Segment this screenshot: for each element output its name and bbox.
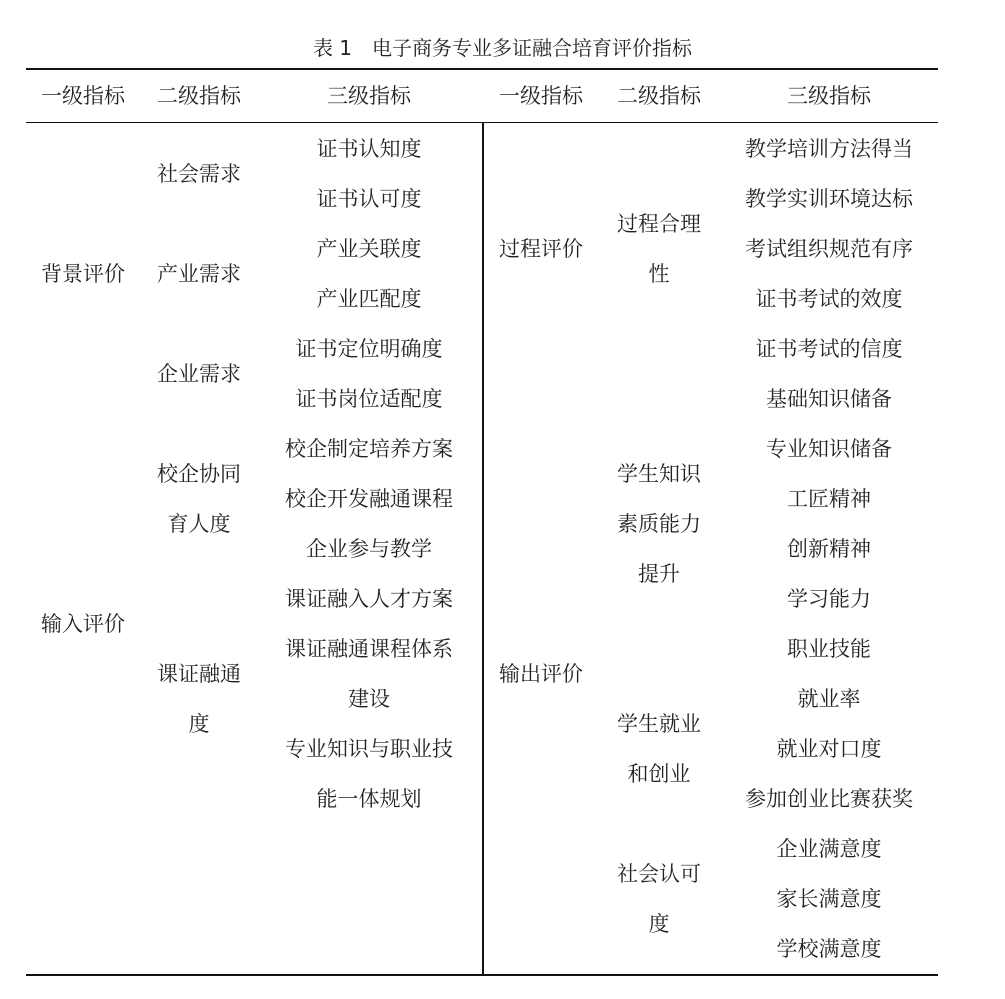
left-level3-line: 证书岗位适配度 xyxy=(295,387,443,411)
left-level3-line: 证书定位明确度 xyxy=(295,337,443,361)
right-level3-line: 职业技能 xyxy=(787,637,871,661)
right-level3-line: 学校满意度 xyxy=(776,937,882,961)
left-level2-line: 社会需求 xyxy=(157,162,241,186)
header-level3-right: 三级指标 xyxy=(787,84,871,108)
right-level3-line: 企业满意度 xyxy=(776,837,882,861)
left-level3-line: 校企开发融通课程 xyxy=(285,487,453,511)
right-level2-line: 社会认可 xyxy=(617,862,701,886)
right-level2-line: 度 xyxy=(648,912,670,936)
right-level2-line: 和创业 xyxy=(627,762,691,786)
right-level3-line: 就业率 xyxy=(797,687,861,711)
right-level2-line: 过程合理 xyxy=(617,212,701,236)
right-level2-line: 学生就业 xyxy=(617,712,701,736)
header-level2-right: 二级指标 xyxy=(617,84,701,108)
header-level1-right: 一级指标 xyxy=(499,84,583,108)
left-level2-line: 课证融通 xyxy=(157,662,241,686)
left-level3-line: 证书认知度 xyxy=(316,137,422,161)
left-level3-line: 能一体规划 xyxy=(316,787,422,811)
right-level1-item: 过程评价 xyxy=(499,237,583,261)
left-level2-line: 度 xyxy=(188,712,210,736)
left-level2-line: 产业需求 xyxy=(157,262,241,286)
left-level1-item: 背景评价 xyxy=(41,262,125,286)
right-level3-line: 教学实训环境达标 xyxy=(745,187,913,211)
left-level3-line: 课证融入人才方案 xyxy=(285,587,453,611)
table-title: 表 1 电子商务专业多证融合培育评价指标 xyxy=(312,36,693,60)
header-level2-left: 二级指标 xyxy=(157,84,241,108)
right-level3-line: 教学培训方法得当 xyxy=(745,137,913,161)
right-level1-item: 输出评价 xyxy=(499,662,583,686)
right-level2-line: 提升 xyxy=(638,562,680,586)
left-level3-line: 企业参与教学 xyxy=(306,537,432,561)
right-level2-line: 素质能力 xyxy=(617,512,701,536)
right-level3-line: 证书考试的信度 xyxy=(755,337,903,361)
left-level1-item: 输入评价 xyxy=(41,612,125,636)
left-level3-line: 校企制定培养方案 xyxy=(285,437,453,461)
left-level3-line: 专业知识与职业技 xyxy=(285,737,453,761)
right-level3-line: 学习能力 xyxy=(787,587,871,611)
right-level3-line: 就业对口度 xyxy=(776,737,882,761)
header-level3-left: 三级指标 xyxy=(327,84,411,108)
left-level3-line: 产业匹配度 xyxy=(316,287,422,311)
right-level3-line: 考试组织规范有序 xyxy=(745,237,913,261)
left-level2-line: 校企协同 xyxy=(157,462,241,486)
left-level3-line: 课证融通课程体系 xyxy=(285,637,453,661)
right-level2-line: 性 xyxy=(648,262,670,286)
header-level1-left: 一级指标 xyxy=(41,84,125,108)
right-level2-line: 学生知识 xyxy=(617,462,701,486)
top-rule xyxy=(26,68,938,70)
left-level2-line: 企业需求 xyxy=(157,362,241,386)
right-level3-line: 创新精神 xyxy=(787,537,871,561)
left-level2-line: 育人度 xyxy=(167,512,231,536)
right-level3-line: 基础知识储备 xyxy=(766,387,892,411)
right-level3-line: 工匠精神 xyxy=(787,487,871,511)
left-level3-line: 建设 xyxy=(348,687,390,711)
right-level3-line: 参加创业比赛获奖 xyxy=(745,787,913,811)
right-level3-line: 专业知识储备 xyxy=(766,437,892,461)
left-level3-line: 证书认可度 xyxy=(316,187,422,211)
left-level3-line: 产业关联度 xyxy=(316,237,422,261)
right-level3-line: 证书考试的效度 xyxy=(755,287,903,311)
right-level3-line: 家长满意度 xyxy=(776,887,882,911)
